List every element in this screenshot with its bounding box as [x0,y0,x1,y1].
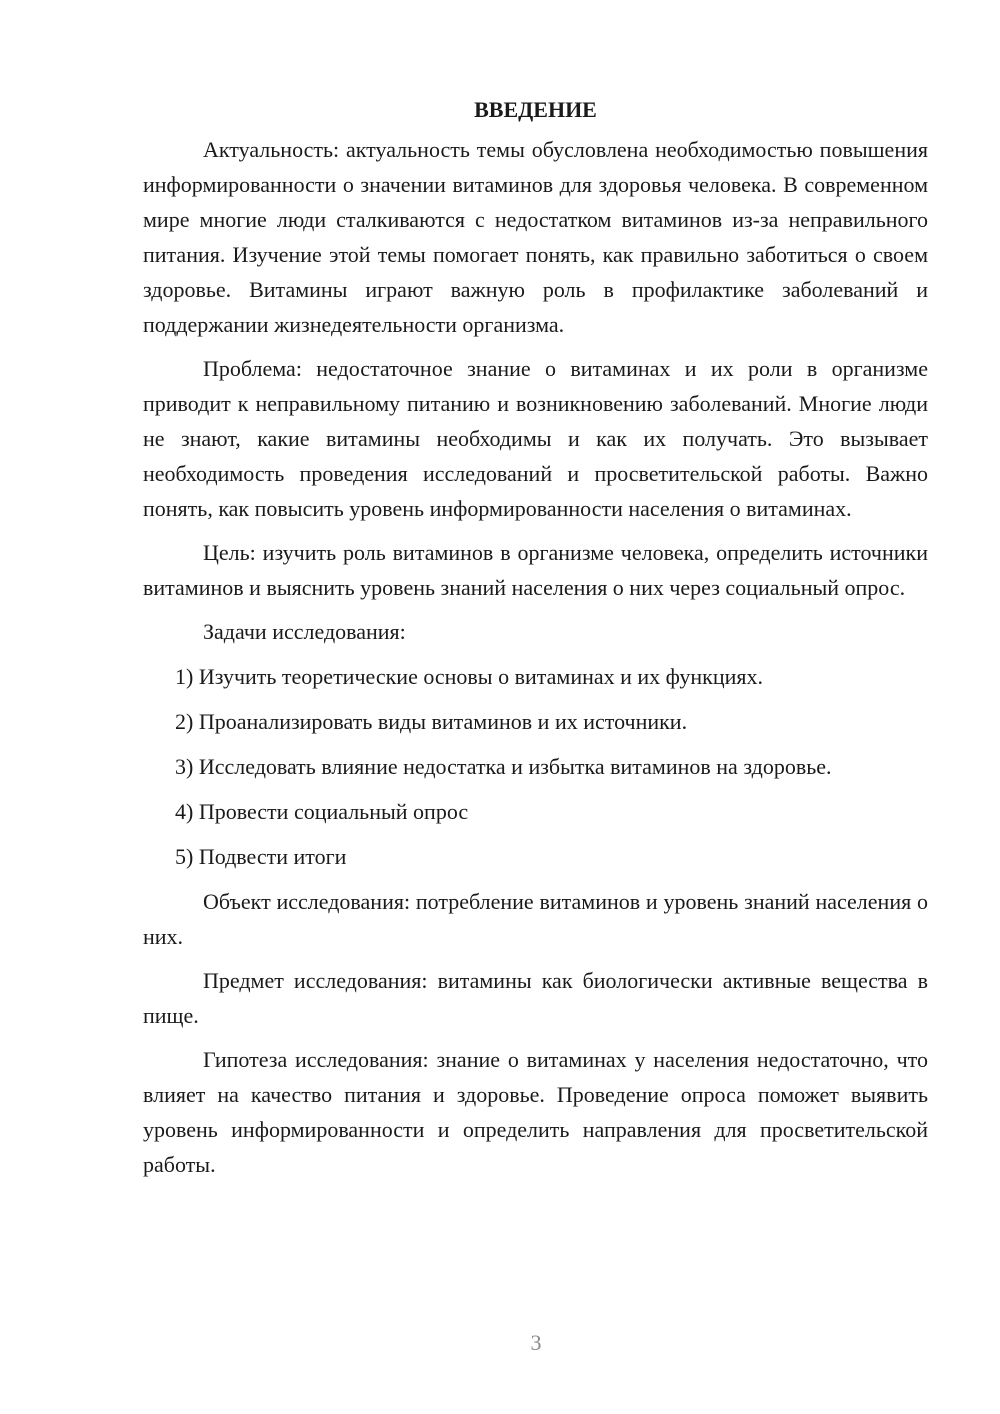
task-item: 5) Подвести итоги [175,844,347,869]
problem-paragraph: Проблема: недостаточное знание о витаминах и их роли в организме приводит к неправильному питанию и возникновению заболеваний. Многие люди не знают, какие витамины необходимы и как их получать. Это вызывает необходимость проведения исследований и просветительской работы. Важно понять, как повысить уровень информированности населения о витаминах. [143,356,928,521]
tasks-heading: Задачи исследования: [203,619,406,644]
task-item: 4) Провести социальный опрос [175,799,469,824]
tasks-list [143,659,928,874]
hypothesis-paragraph: Гипотеза исследования: знание о витаминах у населения недостаточно, что влияет на качество питания и здоровье. Проведение опроса поможет выявить уровень информированности и определить направления для просветительской работы. [143,1047,928,1177]
subject-paragraph: Предмет исследования: витамины как биологически активные вещества в пище. [143,968,928,1028]
task-item: 2) Проанализировать виды витаминов и их источники. [175,709,688,734]
task-item: 1) Изучить теоретические основы о витаминах и их функциях. [175,664,764,689]
page-number: 3 [530,1330,542,1355]
section-heading: ВВЕДЕНИЕ [474,97,597,122]
object-paragraph: Объект исследования: потребление витаминов и уровень знаний населения о них. [143,889,928,949]
goal-paragraph: Цель: изучить роль витаминов в организме человека, определить источники витаминов и выяснить уровень знаний населения о них через социальный опрос. [143,540,928,600]
relevance-paragraph: Актуальность: актуальность темы обусловлена необходимостью повышения информированности о значении витаминов для здоровья человека. В современном мире многие люди сталкиваются с недостатком витаминов из-за неправильного питания. Изучение этой темы помогает понять, как правильно заботиться о своем здоровье. Витамины играют важную роль в профилактике заболеваний и поддержании жизнедеятельности организма. [143,137,928,337]
document-page [143,92,928,1191]
task-item: 3) Исследовать влияние недостатка и избытка витаминов на здоровье. [175,754,832,779]
